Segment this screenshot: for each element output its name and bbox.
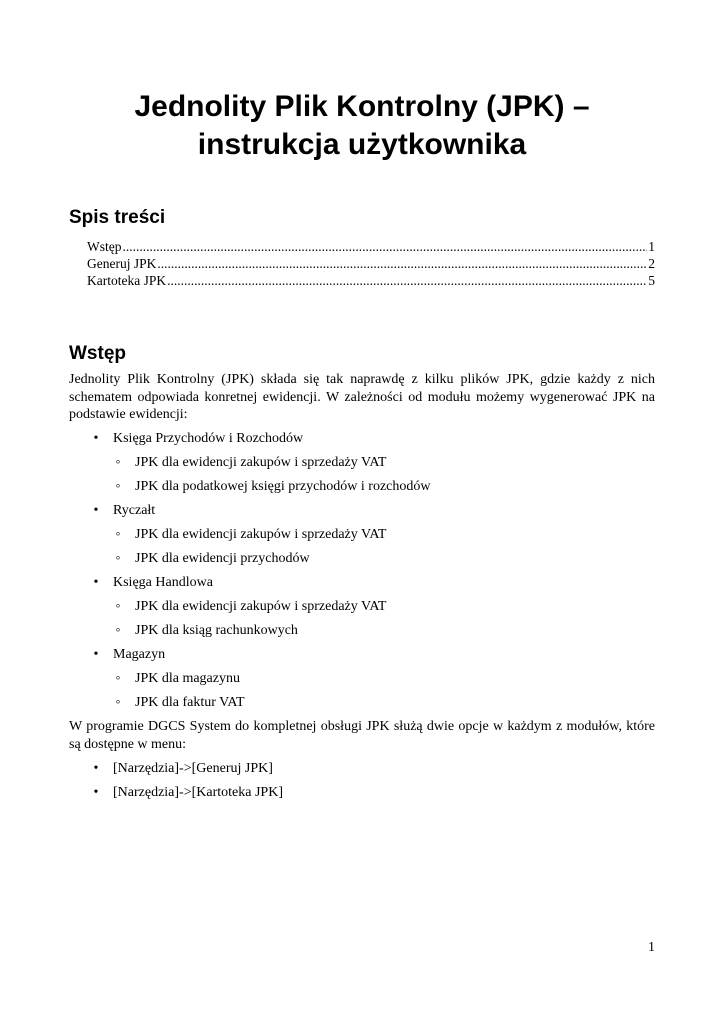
sub-list-item <box>115 694 245 711</box>
bullet-icon: • <box>93 785 99 800</box>
sub-list-item <box>115 670 240 687</box>
sub-list-item-label: JPK dla magazynu <box>135 671 240 686</box>
sub-list-item <box>115 550 310 567</box>
toc-entry-generuj-jpk[interactable] <box>87 255 655 272</box>
sub-list-item <box>115 526 387 543</box>
list-item-label: Księga Handlowa <box>113 575 213 590</box>
sub-list-item <box>115 622 298 639</box>
sub-list-item <box>115 478 431 495</box>
sub-list-item <box>115 454 387 471</box>
list-item-menu-generuj <box>93 760 273 777</box>
menu-paragraph: W programie DGCS System do kompletnej obsługi JPK służą dwie opcje w każdym z modułów, które są dostępne w menu: <box>69 719 655 752</box>
list-item-menu-kartoteka <box>93 784 283 801</box>
toc-entry-kartoteka-jpk[interactable] <box>87 272 655 289</box>
toc-leader-dots <box>157 255 647 272</box>
circle-bullet-icon: ◦ <box>115 671 121 686</box>
intro-paragraph: Jednolity Plik Kontrolny (JPK) składa się tak naprawdę z kilku plików JPK, gdzie każdy z nich schematem odpowiada konretnej ewidencji. W zależności od modułu możemy wygenerować JPK na podstawie ewidencji: <box>69 372 655 422</box>
toc-leader-dots <box>167 272 647 289</box>
bullet-icon: • <box>93 503 99 518</box>
title-line-2: instrukcja użytkownika <box>197 128 527 161</box>
sub-list-item-label: JPK dla ewidencji zakupów i sprzedaży VAT <box>135 455 387 470</box>
section-heading-wstep: Wstęp <box>69 343 126 364</box>
toc-heading: Spis treści <box>69 207 166 228</box>
menu-path-label: [Narzędzia]->[Generuj JPK] <box>113 761 273 776</box>
bullet-icon: • <box>93 431 99 446</box>
list-item-ryczalt <box>93 502 156 519</box>
sub-list-item-label: JPK dla ewidencji zakupów i sprzedaży VAT <box>135 527 387 542</box>
toc-entry-label: Generuj JPK <box>87 256 157 271</box>
circle-bullet-icon: ◦ <box>115 551 121 566</box>
circle-bullet-icon: ◦ <box>115 527 121 542</box>
list-item-magazyn <box>93 646 166 663</box>
toc-entry-label: Wstęp <box>87 239 122 254</box>
title-line-1: Jednolity Plik Kontrolny (JPK) – <box>134 90 590 123</box>
sub-list-item-label: JPK dla podatkowej księgi przychodów i rozchodów <box>135 479 431 494</box>
list-item-label: Ryczałt <box>113 503 156 518</box>
circle-bullet-icon: ◦ <box>115 623 121 638</box>
document-title <box>60 88 664 164</box>
table-of-contents <box>87 238 655 289</box>
sub-list-item-label: JPK dla faktur VAT <box>135 695 245 710</box>
circle-bullet-icon: ◦ <box>115 599 121 614</box>
circle-bullet-icon: ◦ <box>115 695 121 710</box>
page-number: 1 <box>648 940 655 955</box>
list-item-ksiega-handlowa <box>93 574 213 591</box>
circle-bullet-icon: ◦ <box>115 455 121 470</box>
menu-path-label: [Narzędzia]->[Kartoteka JPK] <box>113 785 283 800</box>
sub-list-item-label: JPK dla ewidencji zakupów i sprzedaży VAT <box>135 599 387 614</box>
bullet-icon: • <box>93 761 99 776</box>
bullet-icon: • <box>93 647 99 662</box>
toc-entry-page: 2 <box>648 256 655 271</box>
sub-list-item <box>115 598 387 615</box>
circle-bullet-icon: ◦ <box>115 479 121 494</box>
toc-leader-dots <box>123 238 648 255</box>
toc-entry-wstep[interactable] <box>87 238 655 255</box>
toc-entry-label: Kartoteka JPK <box>87 273 167 288</box>
list-item-label: Księga Przychodów i Rozchodów <box>113 431 304 446</box>
toc-entry-page: 1 <box>648 239 655 254</box>
list-item-label: Magazyn <box>113 647 166 662</box>
sub-list-item-label: JPK dla ksiąg rachunkowych <box>135 623 298 638</box>
bullet-icon: • <box>93 575 99 590</box>
toc-entry-page: 5 <box>648 273 655 288</box>
sub-list-item-label: JPK dla ewidencji przychodów <box>135 551 310 566</box>
list-item-kpir <box>93 430 304 447</box>
